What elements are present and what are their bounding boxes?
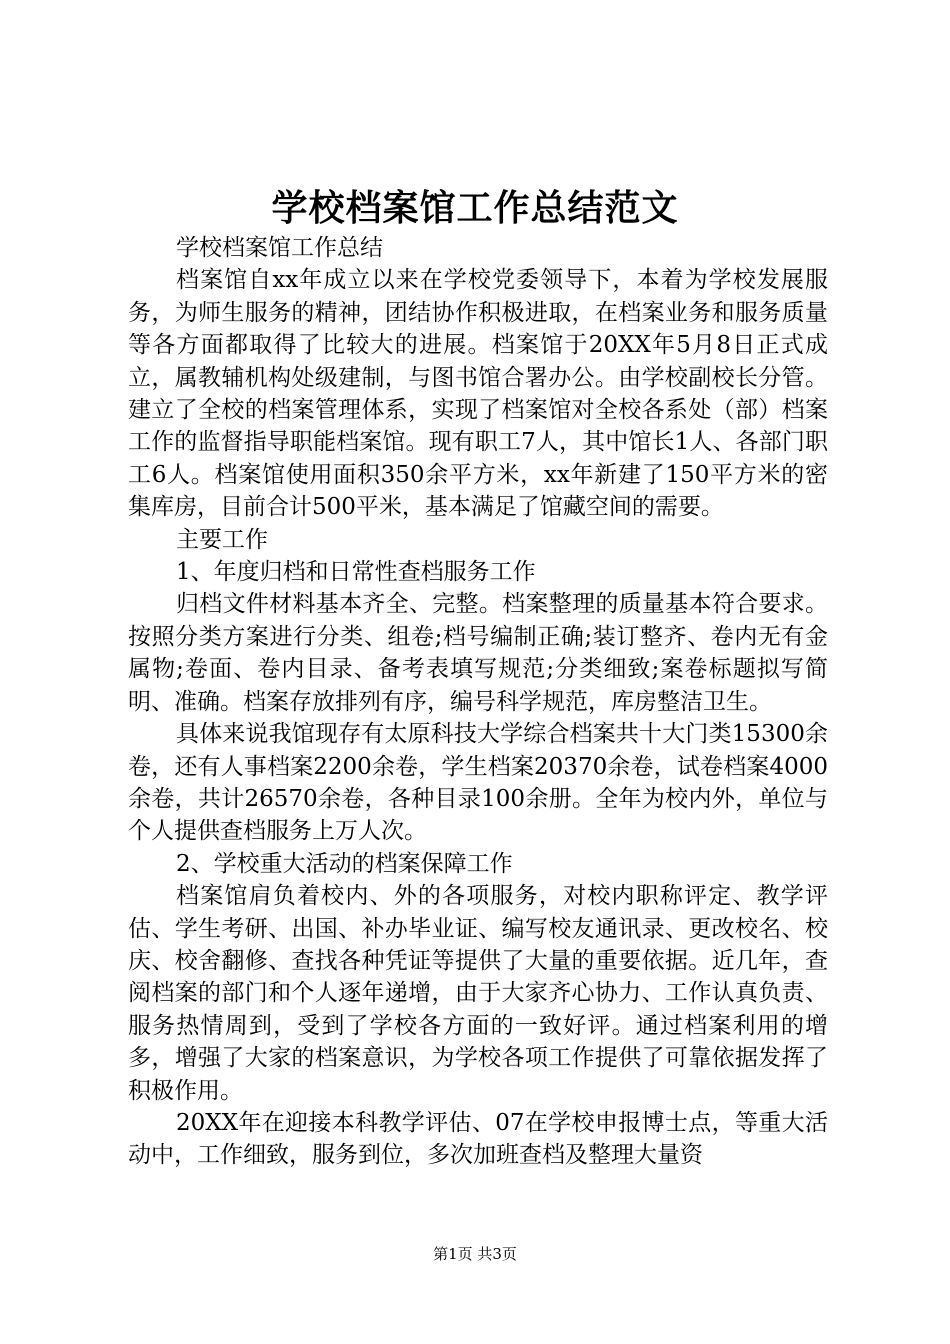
paragraph: 具体来说我馆现存有太原科技大学综合档案共十大门类15300余卷，还有人事档案2200余卷，学生档案20370余卷，试卷档案4000余卷，共计26570余卷，各种目录100余册。全年为校内外，单位与个人提供查档服务上万人次。 — [128, 721, 828, 845]
paragraph: 档案馆肩负着校内、外的各项服务，对校内职称评定、教学评估、学生考研、出国、补办毕业证、编写校友通讯录、更改校名、校庆、校舍翻修、查找各种凭证等提供了大量的重要依据。近几年，查阅档案的部门和个人逐年递增，由于大家齐心协力、工作认真负责、服务热情周到，受到了学校各方面的一致好评。通过档案利用的增多，增强了大家的档案意识，为学校各项工作提供了可靠依据发挥了积极作用。 — [128, 883, 828, 1104]
paragraph: 档案馆自xx年成立以来在学校党委领导下，本着为学校发展服务，为师生服务的精神，团结协作积极进取，在档案业务和服务质量等各方面都取得了比较大的进展。档案馆于20XX年5月8日正式成立，属教辅机构处级建制，与图书馆合署办公。由学校副校长分管。建立了全校的档案管理体系，实现了档案馆对全校各系处（部）档案工作的监督指导职能档案馆。现有职工7人，其中馆长1人、各部门职工6人。档案馆使用面积350余平方米，xx年新建了150平方米的密集库房，目前合计500平米，基本满足了馆藏空间的需要。 — [128, 267, 828, 521]
section-heading: 学校档案馆工作总结 — [176, 235, 383, 261]
section-heading: 2、学校重大活动的档案保障工作 — [176, 850, 513, 877]
section-heading: 主要工作 — [176, 526, 268, 553]
page-footer: 第1页 共3页 — [433, 1245, 517, 1263]
document-title: 学校档案馆工作总结范文 — [271, 187, 679, 229]
document-body — [128, 232, 828, 1172]
section-heading: 1、年度归档和日常性查档服务工作 — [176, 559, 536, 586]
paragraph: 20XX年在迎接本科教学评估、07在学校申报博士点，等重大活动中，工作细致，服务到位，多次加班查档及整理大量资 — [128, 1109, 828, 1169]
paragraph: 归档文件材料基本齐全、完整。档案整理的质量基本符合要求。按照分类方案进行分类、组卷;档号编制正确;装订整齐、卷内无有金属物;卷面、卷内目录、备考表填写规范;分类细致;案卷标题拟写简明、准确。档案存放排列有序，编号科学规范，库房整洁卫生。 — [128, 591, 828, 715]
